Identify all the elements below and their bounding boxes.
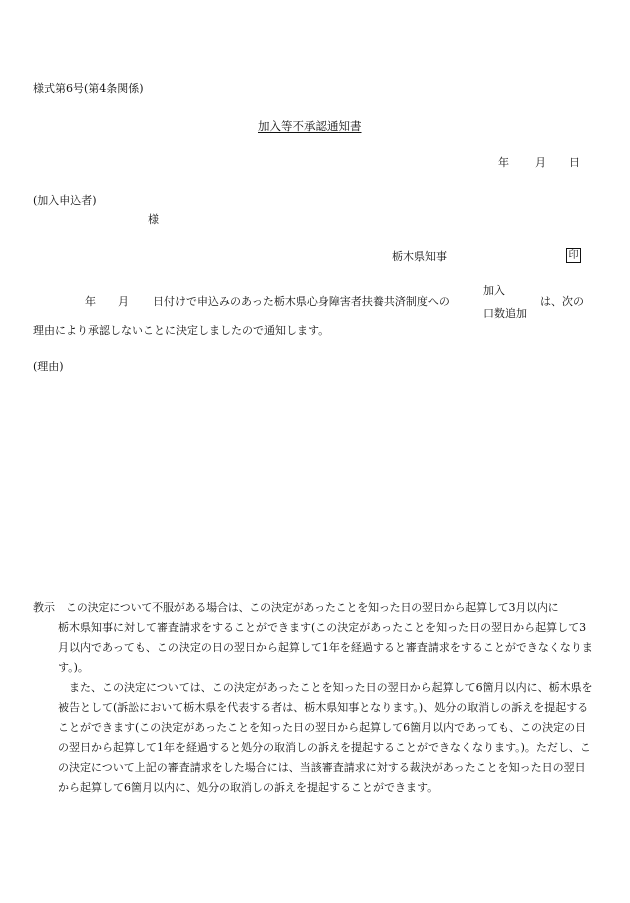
seal-mark: 印 <box>566 248 581 263</box>
date-year: 年 <box>498 156 509 169</box>
instruction-paragraph-1-line-1: この決定について不服がある場合は、この決定があったことを知った日の翌日から起算して3月以内に <box>66 601 559 614</box>
instruction-label: 教示 <box>33 601 55 614</box>
applicant-heading: (加入申込者) <box>33 194 97 207</box>
document-title: 加入等不承認通知書 <box>258 119 362 133</box>
notice-line2: 理由により承認しないことに決定しましたので通知します。 <box>33 324 330 337</box>
date-month: 月 <box>535 156 546 169</box>
date-day: 日 <box>569 156 580 169</box>
option-join: 加入 <box>483 284 505 297</box>
instruction-block <box>33 598 593 798</box>
notice-year: 年 <box>85 295 96 308</box>
issuer-name: 栃木県知事 <box>392 250 447 263</box>
notice-intro: 日付けで申込みのあった栃木県心身障害者扶養共済制度への <box>153 295 450 308</box>
reason-heading: (理由) <box>33 360 64 373</box>
option-add-units: 口数追加 <box>483 307 527 320</box>
instruction-paragraph-1: 栃木県知事に対して審査請求をすることができます(この決定があったことを知った日の翌日から起算して3月以内であっても、この決定の日の翌日から起算して1年を経過すると審査請求をすることができなくなります。)。 <box>58 621 593 674</box>
instruction-paragraph-2: また、この決定については、この決定があったことを知った日の翌日から起算して6箇月以内に、栃木県を被告として(訴訟において栃木県を代表する者は、栃木県知事となります。)、処分の取消しの訴えを提起することができます(この決定があったことを知った日の翌日から起算して6箇月以内であっても、この決定の日の翌日から起算して1年を経過すると処分の取消しの訴えを提起することができなくなります。)。ただし、この決定について上記の審査請求をした場合には、当該審査請求に対する裁決があったことを知った日の翌日から起算して6箇月以内に、処分の取消しの訴えを提起することができます。 <box>58 681 593 794</box>
notice-tail: は、次の <box>540 295 584 308</box>
notice-month: 月 <box>118 295 129 308</box>
form-number: 様式第6号(第4条関係) <box>33 82 144 95</box>
applicant-honorific: 様 <box>148 213 159 226</box>
